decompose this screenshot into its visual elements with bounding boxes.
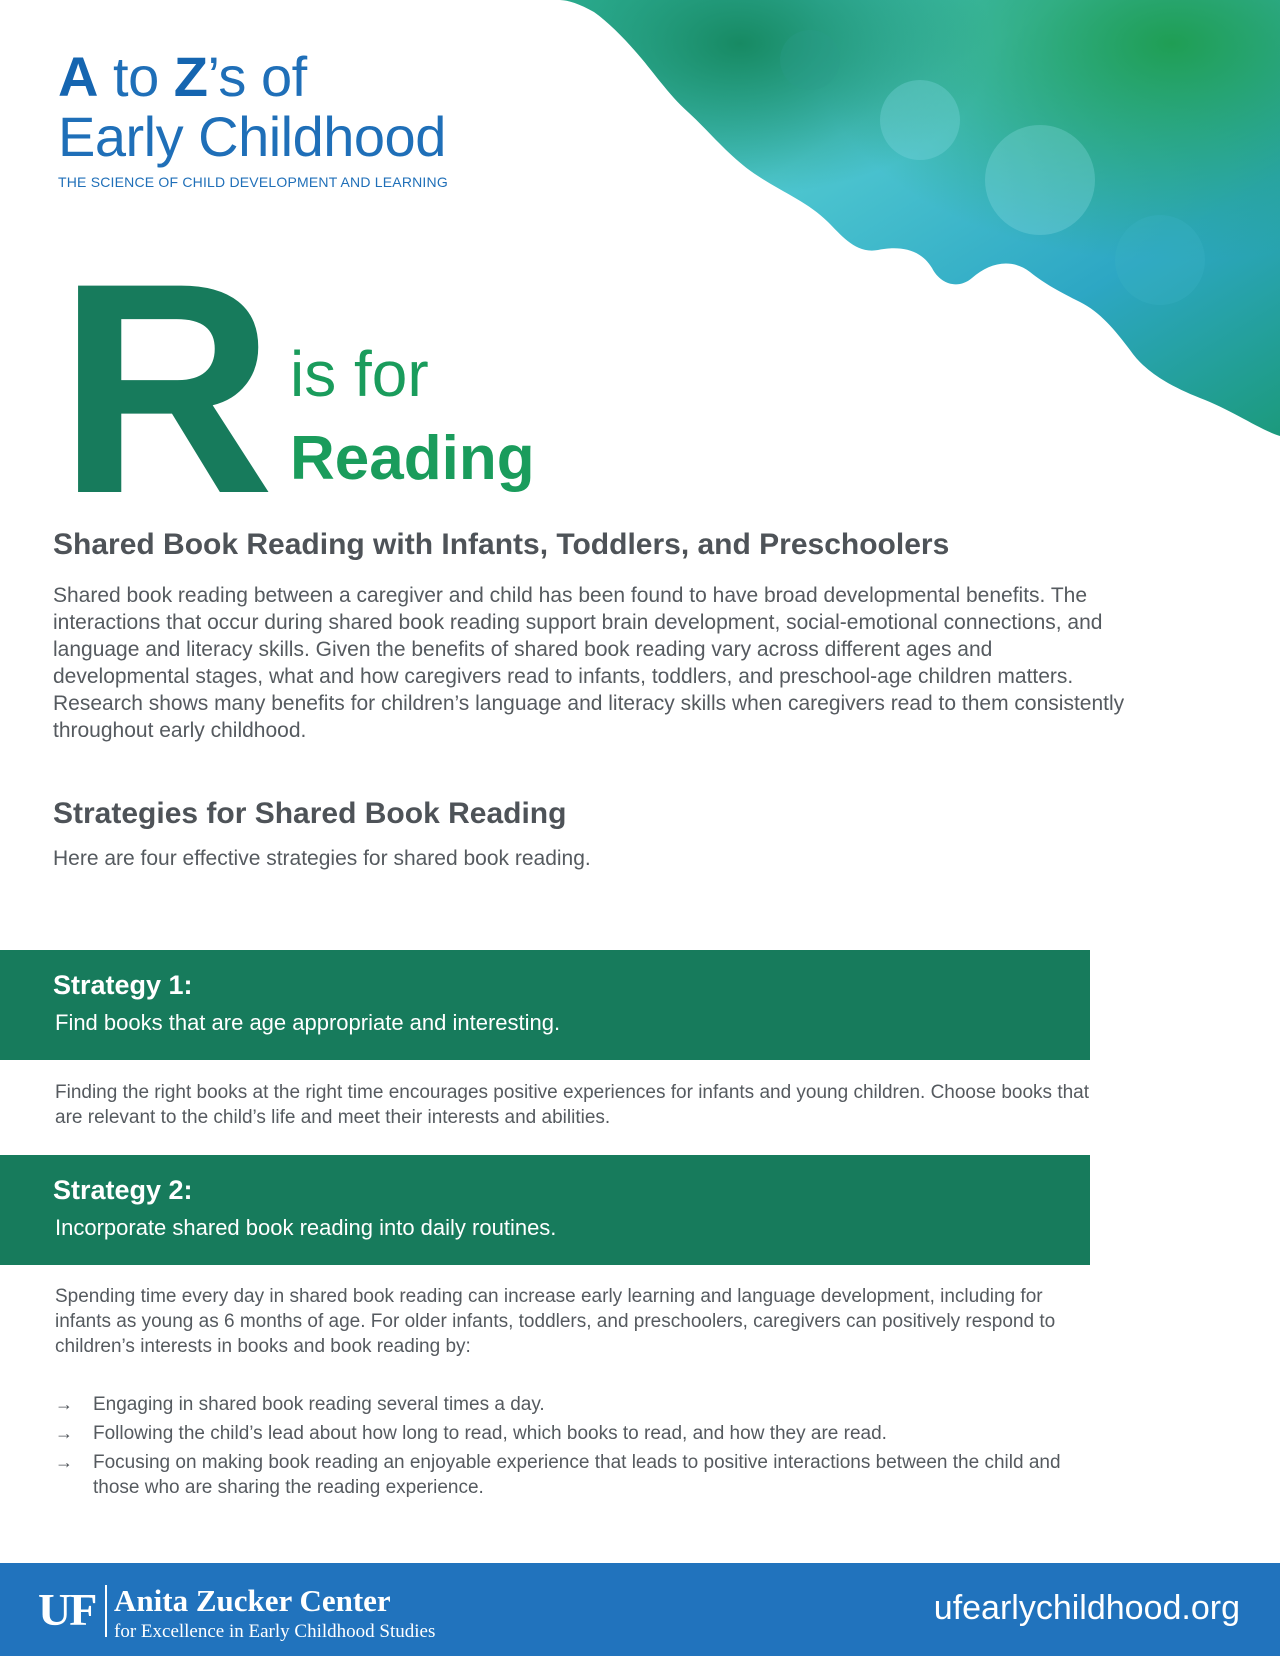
strategy-1-banner <box>0 950 1090 1060</box>
strategy-1-title: Find books that are age appropriate and interesting. <box>55 1010 561 1035</box>
strategies-heading: Strategies for Shared Book Reading <box>53 797 567 830</box>
strategy-1-body: Finding the right books at the right time encourages positive experiences for infants and young children. Choose books that are relevant to the child’s life and meet their interests and abilities. <box>55 1082 1090 1128</box>
logo-letter-a: A <box>58 45 98 108</box>
arrow-right-icon: → <box>55 1452 73 1472</box>
logo-divider <box>105 1585 107 1637</box>
center-name: Anita Zucker Center <box>114 1583 391 1618</box>
hero-letter: R <box>58 220 269 556</box>
watercolor-splash-image <box>560 0 1280 440</box>
strategy-1-label: Strategy 1: <box>53 970 193 1000</box>
list-item-text: Focusing on making book reading an enjoyable experience that leads to positive interactions between the child and those who are sharing the reading experience. <box>93 1452 1061 1498</box>
footer-bar <box>0 1563 1280 1656</box>
strategy-2-banner <box>0 1155 1090 1265</box>
list-item <box>55 1421 1095 1446</box>
strategy-2-bullet-list <box>55 1392 1095 1504</box>
logo-to: to <box>97 45 174 108</box>
arrow-right-icon: → <box>55 1394 73 1414</box>
strategy-2-title: Incorporate shared book reading into daily routines. <box>55 1215 557 1240</box>
logo-rest: ’s of <box>207 45 307 108</box>
list-item <box>55 1450 1095 1500</box>
logo-tagline: THE SCIENCE OF CHILD DEVELOPMENT AND LEARNING <box>58 174 448 190</box>
center-subtitle: for Excellence in Early Childhood Studies <box>114 1621 436 1642</box>
list-item-text: Engaging in shared book reading several times a day. <box>93 1394 545 1415</box>
logo-title-line-1 <box>58 45 448 108</box>
list-item <box>55 1392 1095 1417</box>
strategy-2-label: Strategy 2: <box>53 1175 193 1205</box>
hero-word: Reading <box>290 424 535 493</box>
strategies-lead: Here are four effective strategies for shared book reading. <box>53 847 591 870</box>
intro-heading: Shared Book Reading with Infants, Toddlers, and Preschoolers <box>53 528 950 561</box>
strategy-2-body: Spending time every day in shared book reading can increase early learning and language development, including for infants as young as 6 months of age. For older infants, toddlers, and preschoolers, caregivers can positively respond to children’s interests in books and book reading by: <box>55 1286 1056 1357</box>
uf-logo: UF <box>38 1584 96 1635</box>
arrow-right-icon: → <box>55 1423 73 1443</box>
site-logo <box>58 45 448 190</box>
logo-letter-z: Z <box>173 45 208 108</box>
hero-is-for: is for <box>290 338 429 410</box>
list-item-text: Following the child’s lead about how long to read, which books to read, and how they are read. <box>93 1423 887 1444</box>
logo-title-line-2: Early Childhood <box>58 105 446 168</box>
intro-body: Shared book reading between a caregiver and child has been found to have broad developmental benefits. The interactions that occur during shared book reading support brain development, social-emotional connections, and language and literacy skills. Given the benefits of shared book reading vary across different ages and developmental stages, what and how caregivers read to infants, toddlers, and preschool-age children matters. Research shows many benefits for children’s language and literacy skills when caregivers read to them consistently throughout early childhood. <box>53 584 1125 742</box>
website-link[interactable]: ufearlychildhood.org <box>933 1589 1240 1627</box>
